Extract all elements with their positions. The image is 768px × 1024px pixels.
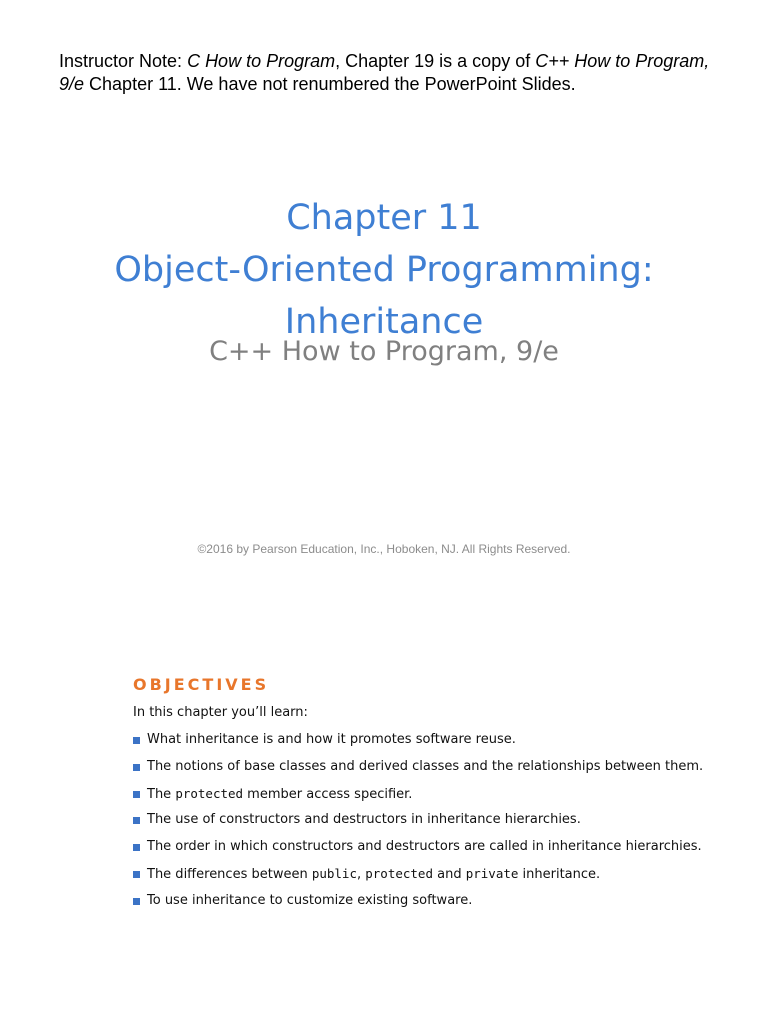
- objective-text-sep-2: and: [432, 866, 466, 882]
- objective-code-public: public: [311, 865, 357, 881]
- objectives-intro: In this chapter you’ll learn:: [133, 705, 308, 720]
- objective-item: [133, 865, 733, 883]
- square-bullet-icon: [133, 817, 140, 824]
- book-subtitle: C++ How to Program, 9/e: [209, 336, 559, 367]
- objectives-list: [133, 731, 733, 910]
- objective-code-protected: protected: [365, 865, 433, 881]
- objective-text-after: member access specifier.: [243, 786, 413, 802]
- objective-item: [133, 785, 733, 803]
- square-bullet-icon: [133, 844, 140, 851]
- objective-item: [133, 758, 733, 776]
- objective-text-before: The differences between: [147, 866, 312, 882]
- objectives-heading: OBJECTIVES: [133, 675, 270, 694]
- square-bullet-icon: [133, 898, 140, 905]
- objective-text: The order in which constructors and destructors are called in inheritance hierarchies.: [147, 839, 702, 855]
- objective-text-before: The: [147, 786, 176, 802]
- instructor-note-text-2: Chapter 11. We have not renumbered the PowerPoint Slides.: [84, 74, 576, 94]
- square-bullet-icon: [133, 764, 140, 771]
- square-bullet-icon: [133, 871, 140, 878]
- instructor-note-text-1: , Chapter 19 is a copy of: [335, 51, 536, 71]
- chapter-title-line-3: Inheritance: [284, 302, 484, 342]
- objective-item: [133, 731, 733, 749]
- square-bullet-icon: [133, 737, 140, 744]
- square-bullet-icon: [133, 791, 140, 798]
- objective-text-after: inheritance.: [518, 866, 601, 882]
- objective-text: To use inheritance to customize existing software.: [147, 892, 473, 908]
- instructor-note-book-cpp: C++ How to Program, 9/e: [59, 51, 710, 94]
- objective-code-keyword: protected: [175, 785, 244, 801]
- objective-text: The use of constructors and destructors in inheritance hierarchies.: [147, 812, 581, 828]
- objective-item: [133, 892, 733, 910]
- instructor-note-book-c: C How to Program: [187, 51, 336, 71]
- chapter-title-line-2: Object-Oriented Programming:: [114, 250, 654, 290]
- chapter-title-line-1: Chapter 11: [286, 198, 482, 238]
- chapter-title: [0, 192, 768, 348]
- objectives-box: [133, 674, 733, 919]
- objective-text-sep-1: ,: [356, 866, 366, 882]
- objective-item: [133, 811, 733, 829]
- objective-text: What inheritance is and how it promotes software reuse.: [147, 732, 516, 747]
- instructor-note: [59, 50, 739, 96]
- objective-text: The notions of base classes and derived classes and the relationships between them.: [147, 758, 704, 774]
- copyright-notice: ©2016 by Pearson Education, Inc., Hoboken, NJ. All Rights Reserved.: [197, 542, 571, 556]
- objective-code-private: private: [465, 865, 519, 881]
- instructor-note-label: Instructor Note:: [59, 51, 188, 71]
- objective-item: [133, 838, 733, 856]
